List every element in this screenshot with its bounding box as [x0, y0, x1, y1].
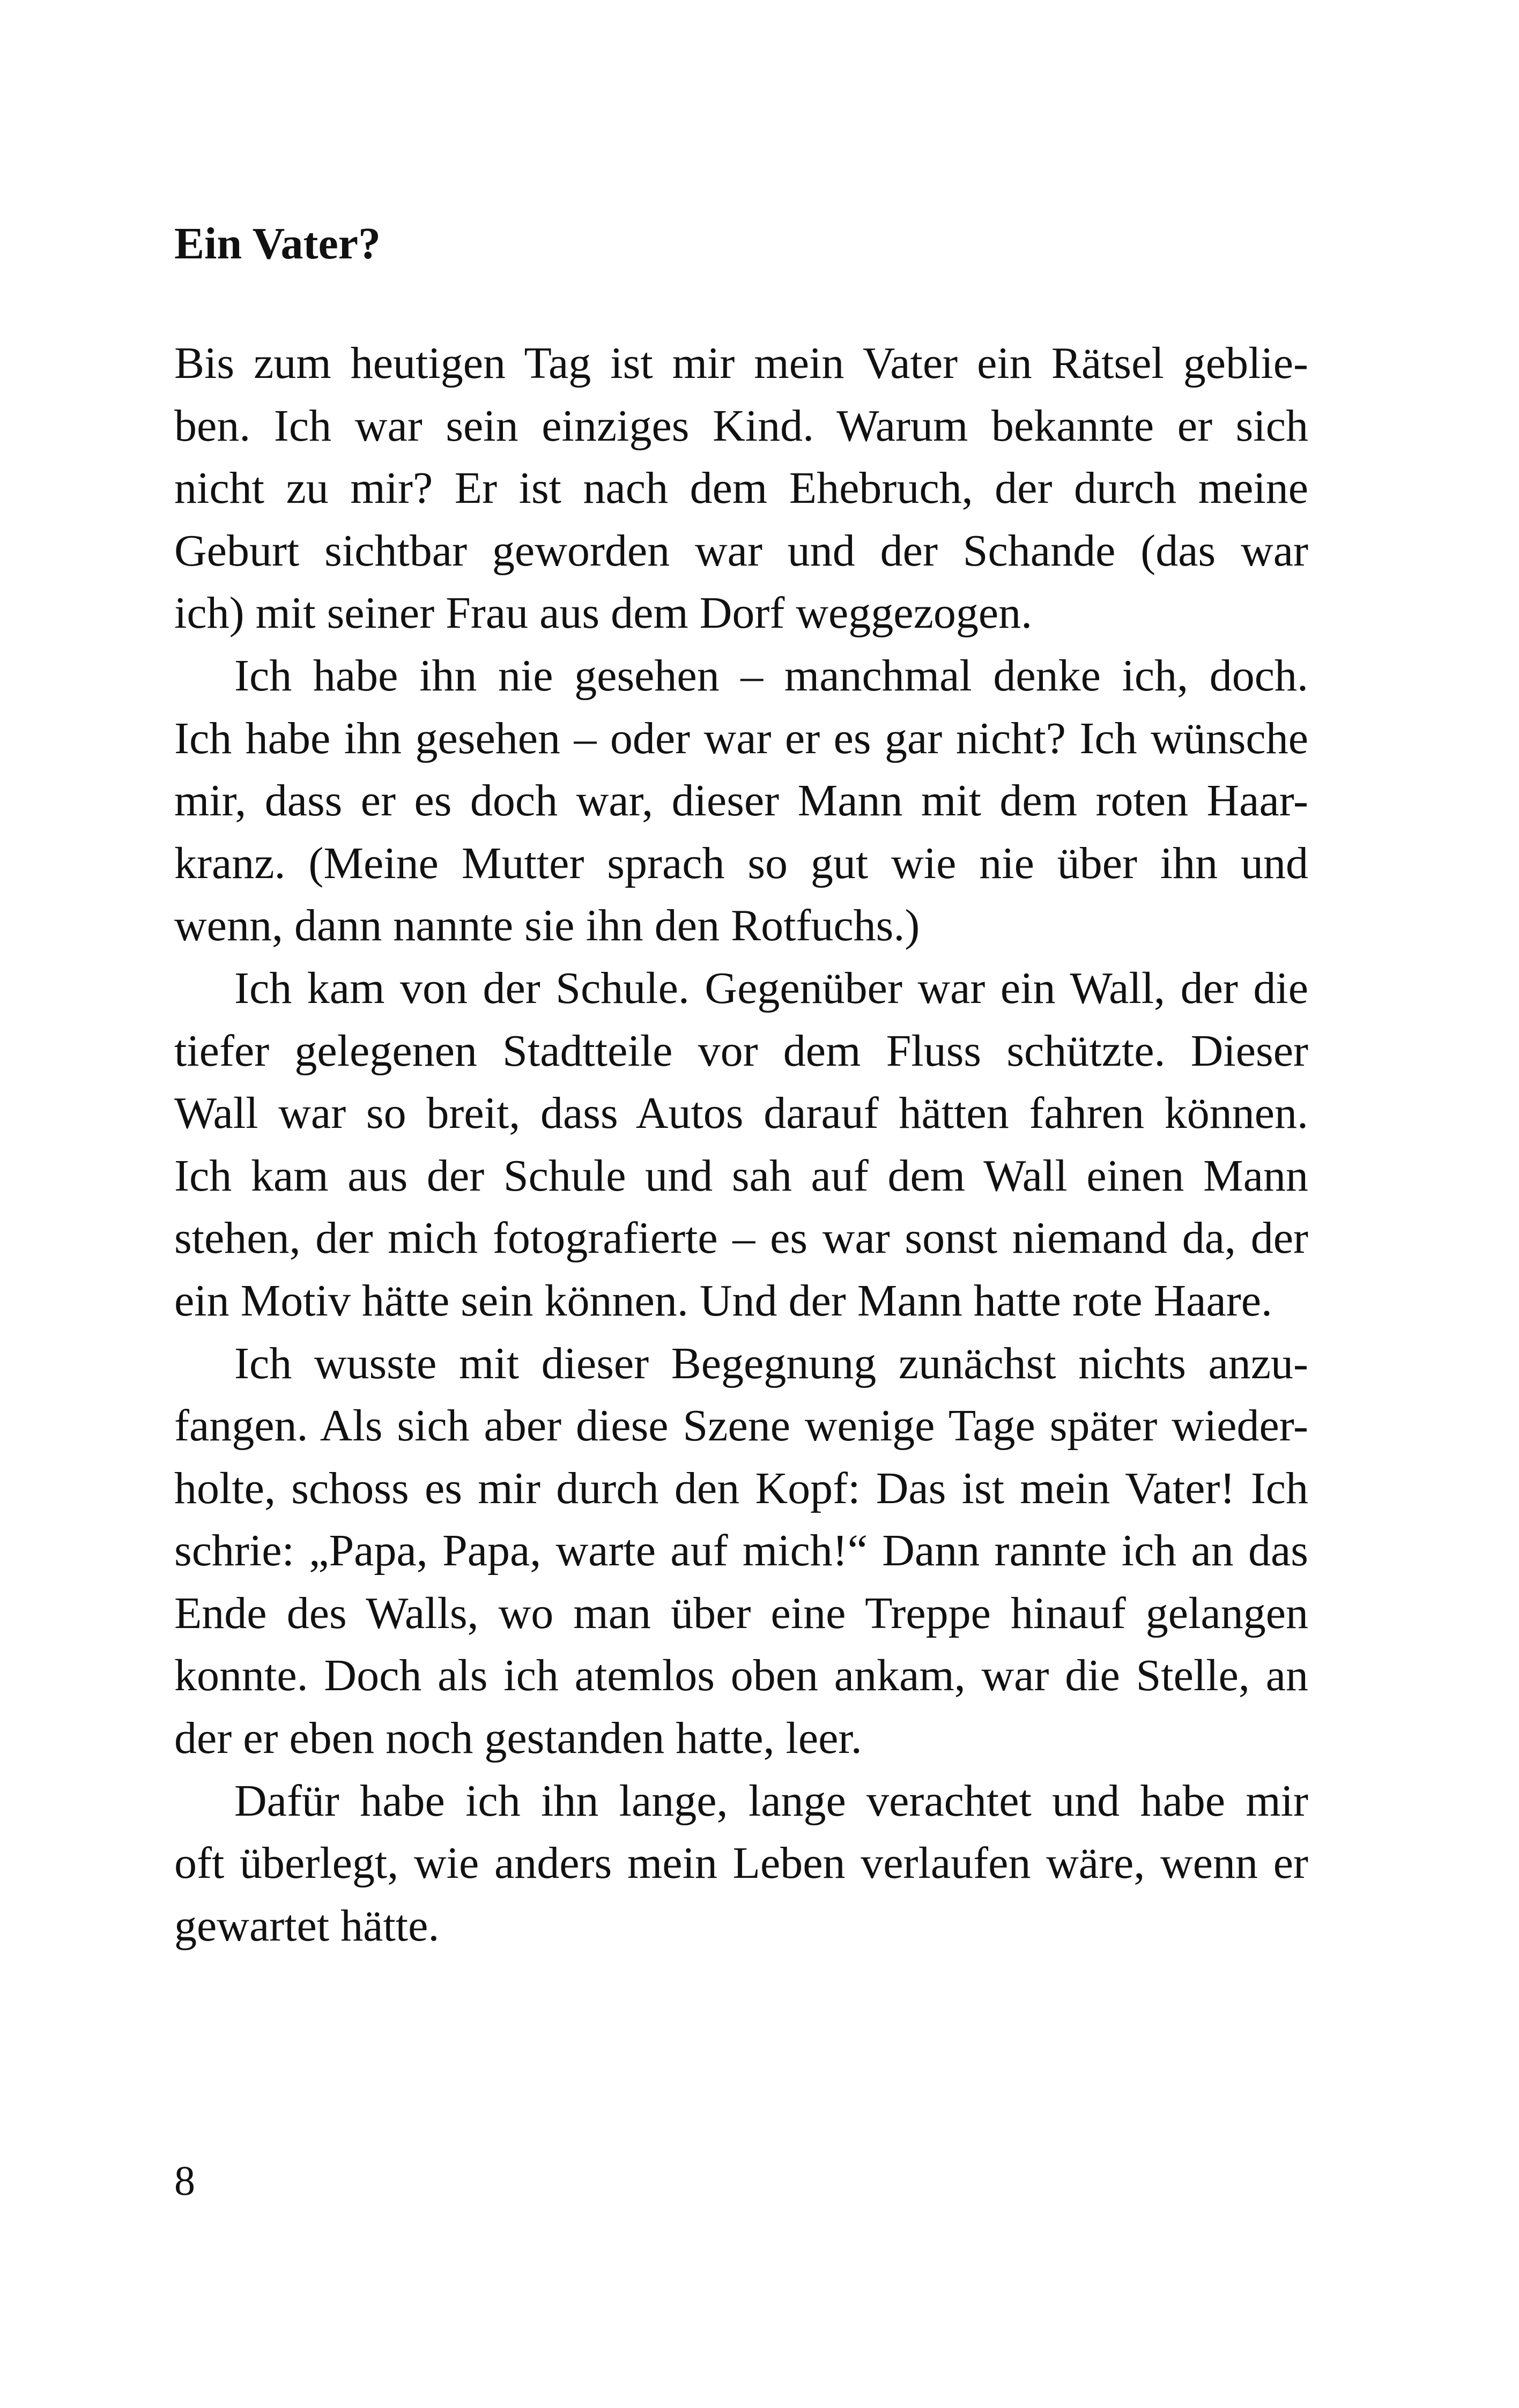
text-line: der er eben noch gestanden hatte, leer.	[174, 1713, 862, 1764]
text-line: holte, schoss es mir durch den Kopf: Das ist mein Vater! Ich	[174, 1463, 1308, 1513]
text-line: gewartet hätte.	[174, 1900, 440, 1951]
text-line: kranz. (Meine Mutter sprach so gut wie nie über ihn und	[174, 838, 1308, 888]
text-line: Ich habe ihn gesehen – oder war er es gar nicht? Ich wünsche	[174, 713, 1308, 763]
text-line: Geburt sichtbar geworden war und der Schande (das war	[174, 525, 1308, 576]
text-line: ein Motiv hätte sein können. Und der Mann hatte rote Haare.	[174, 1275, 1273, 1326]
text-line: fangen. Als sich aber diese Szene wenige Tage später wieder-	[174, 1401, 1308, 1451]
text-line: nicht zu mir? Er ist nach dem Ehebruch, der durch meine	[174, 463, 1308, 514]
text-line: ich) mit seiner Frau aus dem Dorf weggezogen.	[174, 588, 1033, 638]
text-line: Ich kam aus der Schule und sah auf dem Wall einen Mann	[174, 1150, 1308, 1201]
text-line: Ich kam von der Schule. Gegenüber war ein Wall, der die	[234, 963, 1308, 1013]
text-line: stehen, der mich fotografierte – es war sonst niemand da, der	[174, 1213, 1308, 1264]
page-number: 8	[174, 2157, 195, 2204]
text-line: oft überlegt, wie anders mein Leben verlaufen wäre, wenn er	[174, 1838, 1308, 1889]
text-line: schrie: „Papa, Papa, warte auf mich!“ Dann rannte ich an das	[174, 1526, 1308, 1576]
text-line: wenn, dann nannte sie ihn den Rotfuchs.)	[174, 901, 920, 951]
body-text	[174, 332, 1308, 1957]
chapter-title: Ein Vater?	[174, 219, 381, 269]
text-line: Dafür habe ich ihn lange, lange verachtet und habe mir	[234, 1775, 1308, 1826]
text-line: Bis zum heutigen Tag ist mir mein Vater ein Rätsel geblie-	[174, 338, 1308, 388]
text-line: Ich habe ihn nie gesehen – manchmal denke ich, doch.	[234, 650, 1308, 701]
text-line: Wall war so breit, dass Autos darauf hätten fahren können.	[174, 1088, 1308, 1139]
text-line: ben. Ich war sein einziges Kind. Warum bekannte er sich	[174, 400, 1308, 451]
text-line: tiefer gelegenen Stadtteile vor dem Fluss schützte. Dieser	[174, 1025, 1308, 1076]
text-line: Ich wusste mit dieser Begegnung zunächst nichts anzu-	[234, 1338, 1308, 1388]
text-line: Ende des Walls, wo man über eine Treppe hinauf gelangen	[174, 1588, 1308, 1638]
text-line: mir, dass er es doch war, dieser Mann mit dem roten Haar-	[174, 776, 1308, 826]
text-line: konnte. Doch als ich atemlos oben ankam, war die Stelle, an	[174, 1651, 1308, 1701]
